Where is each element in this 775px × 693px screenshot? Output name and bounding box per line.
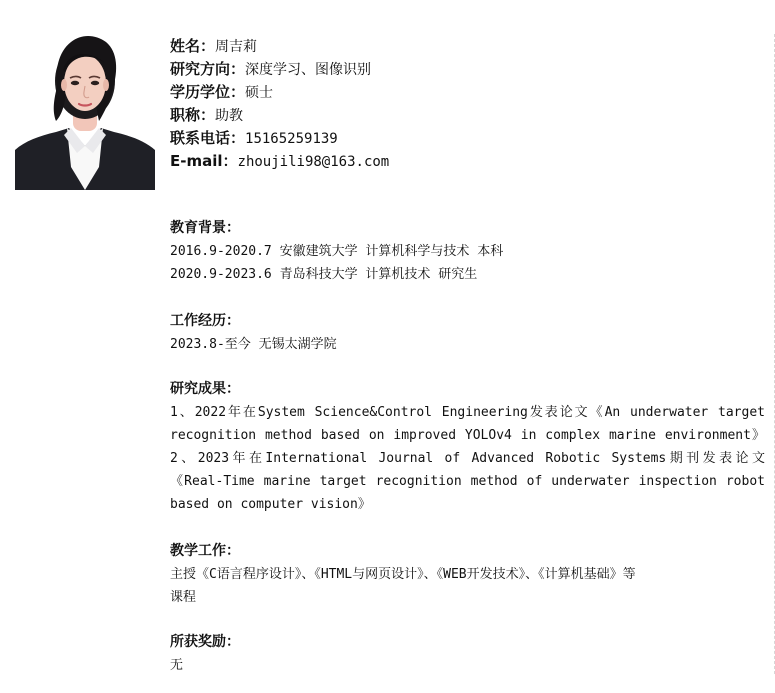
research-title: 研究成果： (170, 381, 240, 397)
job-title-value: 助教 (215, 108, 244, 124)
profile-photo (15, 25, 155, 190)
phone-row (170, 126, 750, 149)
email-row (170, 149, 750, 172)
work-section (170, 310, 765, 356)
research-line-2: recognition method based on improved YOLOv4 in complex marine environment》 (170, 428, 765, 443)
research-line-1: 1、2022年在System Science&Control Engineering发表论文《An underwater target (170, 405, 765, 420)
education-section (170, 217, 765, 286)
education-item-2: 2020.9-2023.6 青岛科技大学 计算机技术 研究生 (170, 267, 478, 282)
research-direction-label: 研究方向： (170, 60, 246, 78)
research-direction-row (170, 57, 750, 80)
job-title-label: 职称： (170, 106, 216, 124)
awards-section (170, 631, 765, 677)
teaching-section (170, 540, 765, 609)
teaching-title: 教学工作： (170, 543, 240, 559)
name-value: 周吉莉 (215, 39, 258, 55)
phone-label: 联系电话： (170, 129, 246, 147)
phone-value: 15165259139 (245, 131, 338, 147)
awards-title: 所获奖励： (170, 634, 240, 650)
work-item-1: 2023.8-至今 无锡太湖学院 (170, 337, 337, 352)
profile-details (170, 34, 750, 172)
degree-value: 硕士 (245, 85, 274, 101)
degree-row (170, 80, 750, 103)
name-row (170, 34, 750, 57)
email-value: zhoujili98@163.com (237, 154, 390, 170)
research-section (170, 378, 765, 516)
name-label: 姓名： (170, 37, 216, 55)
education-title: 教育背景： (170, 220, 240, 236)
email-label: E-mail： (170, 152, 238, 170)
teaching-line-2: 课程 (170, 590, 197, 605)
education-item-1: 2016.9-2020.7 安徽建筑大学 计算机科学与技术 本科 (170, 244, 504, 259)
awards-value: 无 (170, 658, 184, 673)
degree-label: 学历学位： (170, 83, 246, 101)
research-line-4: 《Real-Time marine target recognition method of underwater inspection robot (170, 474, 765, 489)
research-line-3: 2、2023年在International Journal of Advanced Robotic Systems期刊发表论文 (170, 451, 765, 466)
research-line-5: based on computer vision》 (170, 497, 371, 512)
page-edge-guides (765, 34, 775, 674)
job-title-row (170, 103, 750, 126)
work-title: 工作经历： (170, 313, 240, 329)
teaching-line-1: 主授《C语言程序设计》、《HTML与网页设计》、《WEB开发技术》、《计算机基础》等 (170, 567, 636, 582)
research-direction-value: 深度学习、图像识别 (245, 62, 372, 78)
